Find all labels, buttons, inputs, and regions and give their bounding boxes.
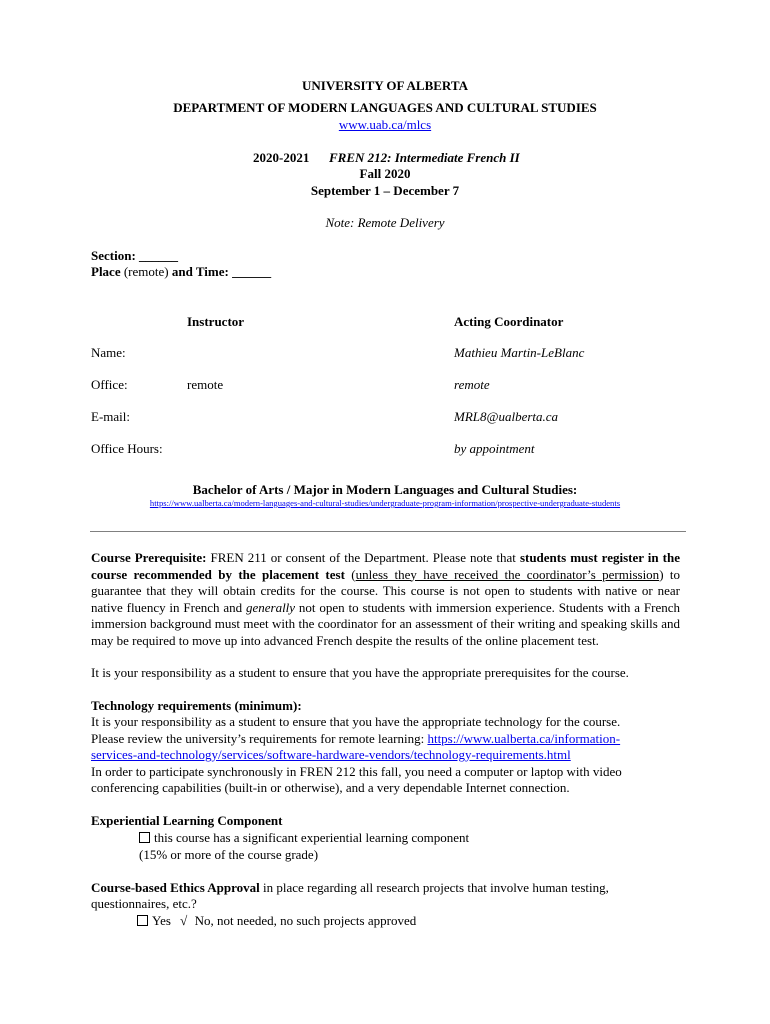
email-label: E-mail: <box>91 409 130 424</box>
coordinator-email: MRL8@ualberta.ca <box>454 409 559 424</box>
instructor-office: remote <box>187 377 224 392</box>
department-name: DEPARTMENT OF MODERN LANGUAGES AND CULTURAL STUDIES <box>173 100 597 115</box>
technology-line-2-text: Please review the university’s requirements for remote learning: <box>91 731 428 746</box>
technology-line-3: In order to participate synchronously in FREN 212 this fall, you need a computer or laptop with video <box>91 764 622 779</box>
technology-title: Technology requirements (minimum): <box>91 698 302 713</box>
section-divider <box>90 531 686 532</box>
technology-line-1: It is your responsibility as a student to ensure that you have the appropriate technology for the course. <box>91 714 621 729</box>
website-link-text[interactable]: www.uab.ca/mlcs <box>338 117 432 132</box>
coordinator-office: remote <box>454 377 490 392</box>
experiential-option <box>139 830 469 846</box>
section-label: Section: <box>91 248 136 263</box>
ethics-title: Course-based Ethics Approval <box>91 880 260 895</box>
experiential-option-note: (15% or more of the course grade) <box>139 847 319 862</box>
prerequisite-label: Course Prerequisite: <box>91 550 207 565</box>
coordinator-header: Acting Coordinator <box>454 314 564 329</box>
office-hours-label: Office Hours: <box>91 441 163 456</box>
section-blank: ______ <box>139 248 179 263</box>
section-line <box>91 248 178 264</box>
ethics-text-1: in place regarding all research projects that involve human testing, <box>259 880 609 895</box>
prerequisite-generally: generally <box>245 599 296 615</box>
academic-year: 2020-2021 <box>253 150 310 165</box>
place-time-line <box>91 264 271 280</box>
place-remote: (remote) <box>123 264 169 279</box>
experiential-title: Experiential Learning Component <box>91 813 283 828</box>
place-label: Place <box>91 264 121 279</box>
and-time-label: and Time: <box>171 264 229 279</box>
technology-requirements-link[interactable]: https://www.ualberta.ca/information- <box>427 731 621 746</box>
check-mark-icon[interactable]: √ <box>180 913 188 928</box>
course-dates: September 1 – December 7 <box>310 183 460 198</box>
prerequisite-permission-underline: unless they have received the coordinator’s permission <box>355 566 660 582</box>
ethics-yes-label: Yes <box>152 913 171 928</box>
place-blank: ______ <box>232 264 272 279</box>
ethics-options <box>137 913 416 929</box>
prerequisite-text-3: ) to guarantee that they will obtain credits for the course. This course is not open to students with native or near native fluency in French and <box>91 566 680 615</box>
ethics-line-1 <box>91 880 691 897</box>
prerequisite-text-1: FREN 211 or consent of the Department. Please note that <box>206 550 520 565</box>
technology-requirements-link-cont[interactable]: services-and-technology/services/software-hardware-vendors/technology-requirements.html <box>91 747 571 762</box>
ethics-no-label: No, not needed, no such projects approved <box>194 913 417 928</box>
delivery-note: Note: Remote Delivery <box>325 215 445 230</box>
term: Fall 2020 <box>359 166 411 181</box>
prerequisite-text-2: ( <box>344 566 356 582</box>
technology-line-4: conferencing capabilities (built-in or otherwise), and a very dependable Internet connection. <box>91 780 570 795</box>
program-title: Bachelor of Arts / Major in Modern Languages and Cultural Studies: <box>192 482 578 497</box>
coordinator-name: Mathieu Martin-LeBlanc <box>454 345 585 360</box>
program-url-link[interactable]: https://www.ualberta.ca/modern-languages-and-cultural-studies/undergraduate-program-information/prospective-undergraduate-students <box>149 498 621 508</box>
coordinator-office-hours: by appointment <box>454 441 535 456</box>
technology-link-continued[interactable] <box>91 747 691 764</box>
program-url-row[interactable] <box>0 498 770 508</box>
experiential-checkbox[interactable] <box>139 832 150 843</box>
course-title: FREN 212: Intermediate French II <box>329 150 520 165</box>
university-name: UNIVERSITY OF ALBERTA <box>302 78 468 93</box>
technology-line-2 <box>91 731 691 748</box>
name-label: Name: <box>91 345 126 360</box>
prerequisite-paragraph <box>91 550 680 650</box>
department-website-link[interactable] <box>0 117 770 133</box>
instructor-header: Instructor <box>187 314 245 329</box>
prerequisite-text-4: not open to students with immersion experience. Students with a French immersion background must meet with the coordinator for an assessment of their writing and speaking skills and may be required to move up into advanced French despite the results of the online placement test. <box>91 599 680 648</box>
office-label: Office: <box>91 377 128 392</box>
experiential-option-label: this course has a significant experiential learning component <box>154 830 470 845</box>
ethics-line-2: questionnaires, etc.? <box>91 896 197 911</box>
ethics-yes-checkbox[interactable] <box>137 915 148 926</box>
prerequisite-responsibility: It is your responsibility as a student to ensure that you have the appropriate prerequisites for the course. <box>91 665 629 680</box>
prerequisite-placement-emphasis: students must register in the course recommended by the placement test <box>91 550 680 582</box>
